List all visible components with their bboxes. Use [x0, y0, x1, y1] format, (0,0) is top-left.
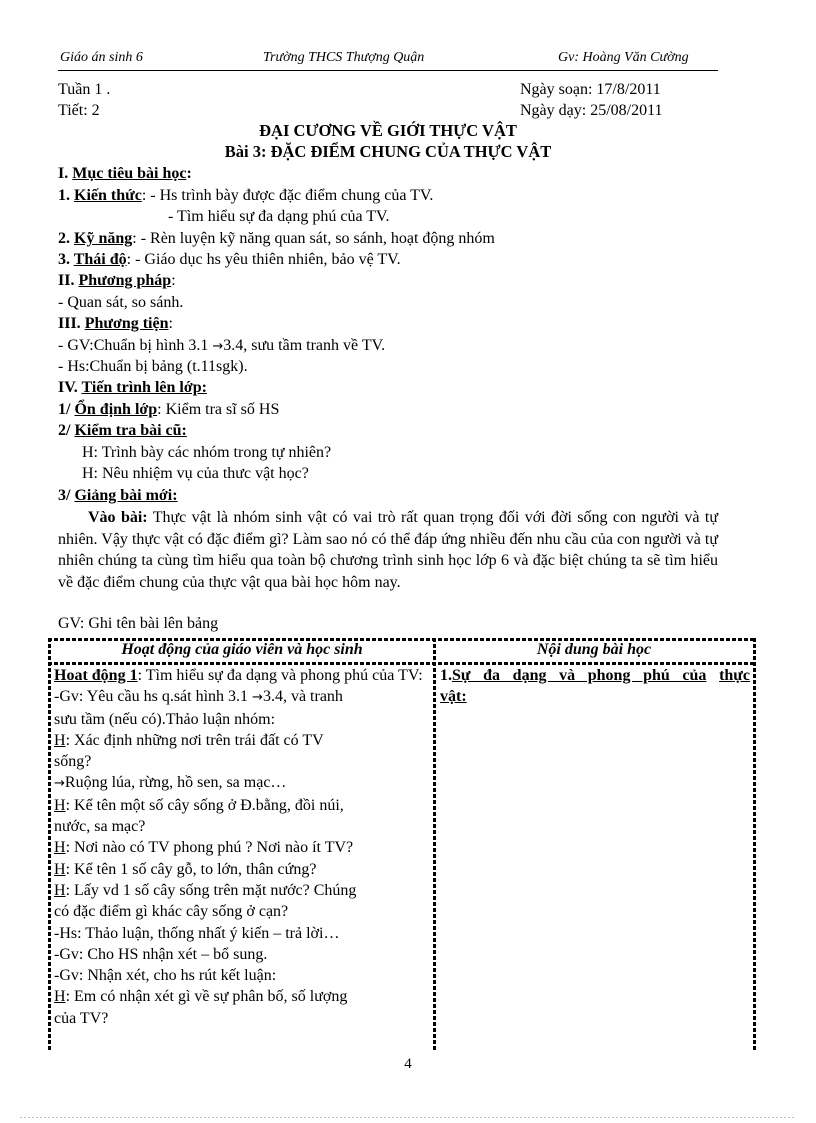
attitude-line: 3. Thái độ: - Giáo dục hs yêu thiên nhiên, bảo vệ TV.: [58, 251, 401, 268]
page-header: [58, 50, 718, 71]
activity-line: của TV?: [54, 1009, 109, 1027]
week: Tuần 1 .: [58, 81, 111, 98]
activity-line: có đặc điểm gì khác cây sống ở cạn?: [54, 903, 289, 921]
content-heading-cont: vật:: [440, 688, 467, 706]
header-school: Trường THCS Thượng Quận: [263, 50, 425, 65]
step-3: 3/ Giảng bài mới:: [58, 487, 178, 504]
content-cell: [440, 665, 750, 708]
arrow-right-icon: →: [252, 690, 263, 706]
step-1: 1/ Ổn định lớp: Kiểm tra sĩ số HS: [58, 401, 280, 418]
section-objectives-heading: I. Mục tiêu bài học:: [58, 165, 192, 182]
method-item: - Quan sát, so sánh.: [58, 294, 184, 311]
activity-line: →Ruộng lúa, rừng, hồ sen, sa mạc…: [54, 774, 287, 792]
prep-date: Ngày soạn: 17/8/2011: [520, 81, 661, 98]
section-method-heading: II. Phương pháp:: [58, 272, 176, 289]
column-header-activities: Hoạt động của giáo viên và học sinh: [121, 641, 363, 658]
table-border-left: [48, 638, 51, 1052]
activity-line: H: Lấy vd 1 số cây sống trên mặt nước? Chúng: [54, 881, 357, 899]
table-border-right: [753, 638, 756, 1052]
skill-line: 2. Kỹ năng: - Rèn luyện kỹ năng quan sát, so sánh, hoạt động nhóm: [58, 230, 495, 247]
section-means-heading: III. Phương tiện:: [58, 315, 173, 332]
activity-line: -Gv: Yêu cầu hs q.sát hình 3.1 →3.4, và tranh: [54, 688, 343, 706]
content-heading: 1.Sự đa dạng và phong phú của thực: [440, 667, 750, 684]
activity-1-title: Hoat động 1: Tìm hiểu sự đa dạng và phong phú của TV:: [54, 667, 423, 684]
section-process-heading: IV. Tiến trình lên lớp:: [58, 379, 207, 396]
review-question-1: H: Trình bày các nhóm trong tự nhiên?: [82, 444, 332, 461]
knowledge-line-2: - Tìm hiểu sự đa dạng phú của TV.: [168, 208, 390, 225]
means-gv: - GV:Chuẩn bị hình 3.1 →3.4, sưu tầm tranh về TV.: [58, 337, 386, 354]
activity-line: -Hs: Thảo luận, thống nhất ý kiến – trả lời…: [54, 924, 340, 942]
arrow-right-icon: →: [54, 776, 65, 792]
page-footer-line: [20, 1117, 796, 1118]
period: Tiết: 2: [58, 102, 100, 119]
activities-cell: [54, 665, 430, 1029]
page-number: 4: [404, 1056, 412, 1072]
review-question-2: H: Nêu nhiệm vụ của thưc vật học?: [82, 465, 309, 482]
intro-paragraph: Vào bài: Thực vật là nhóm sinh vật có vai trò rất quan trọng đối với đời sống con người và tự nhiên. Vậy thực vật có đặc điểm gì? Làm sao nó có thể đáp ứng nhiều đến nhu cầu của con người và tự nhiên chúng ta cùng tìm hiểu qua toàn bộ chương trình sinh học lớp 6 và đặc biệt chúng ta sẽ tìm hiểu về đặc điểm chung của thực vật qua bài học hôm nay.: [58, 509, 718, 591]
activity-line: H: Kể tên một số cây sống ở Đ.bằng, đồi núi,: [54, 796, 344, 814]
activity-line: H: Xác định những nơi trên trái đất có TV: [54, 731, 324, 749]
activity-line: sống?: [54, 753, 92, 771]
knowledge-line: 1. Kiến thức: - Hs trình bày được đặc điểm chung của TV.: [58, 187, 434, 204]
activity-line: H: Nơi nào có TV phong phú ? Nơi nào ít TV?: [54, 839, 354, 857]
lesson-title: Bài 3: ĐẶC ĐIỂM CHUNG CỦA THỰC VẬT: [224, 142, 552, 161]
gv-note: GV: Ghi tên bài lên bảng: [58, 615, 219, 632]
step-2: 2/ Kiểm tra bài cũ:: [58, 422, 187, 439]
activity-line: H: Kể tên 1 số cây gỗ, to lớn, thân cứng?: [54, 860, 317, 878]
activity-line: -Gv: Cho HS nhận xét – bổ sung.: [54, 945, 268, 963]
means-hs: - Hs:Chuẩn bị bảng (t.11sgk).: [58, 358, 248, 375]
table-border-middle: [433, 638, 436, 1052]
chapter-title: ĐẠI CƯƠNG VỀ GIỚI THỰC VẬT: [259, 121, 517, 140]
header-teacher: Gv: Hoàng Văn Cường: [558, 50, 689, 65]
lesson-table: [48, 638, 756, 1052]
arrow-right-icon: →: [212, 339, 224, 354]
activity-line: nước, sa mạc?: [54, 818, 146, 836]
header-subject: Giáo án sinh 6: [60, 50, 143, 65]
activity-line: H: Em có nhận xét gì về sự phân bố, số lượng: [54, 988, 348, 1006]
activity-line: sưu tầm (nếu có).Thảo luận nhóm:: [54, 710, 276, 728]
activity-line: -Gv: Nhận xét, cho hs rút kết luận:: [54, 967, 277, 985]
column-header-content: Nội dung bài học: [536, 641, 652, 658]
teach-date: Ngày dạy: 25/08/2011: [520, 102, 663, 119]
